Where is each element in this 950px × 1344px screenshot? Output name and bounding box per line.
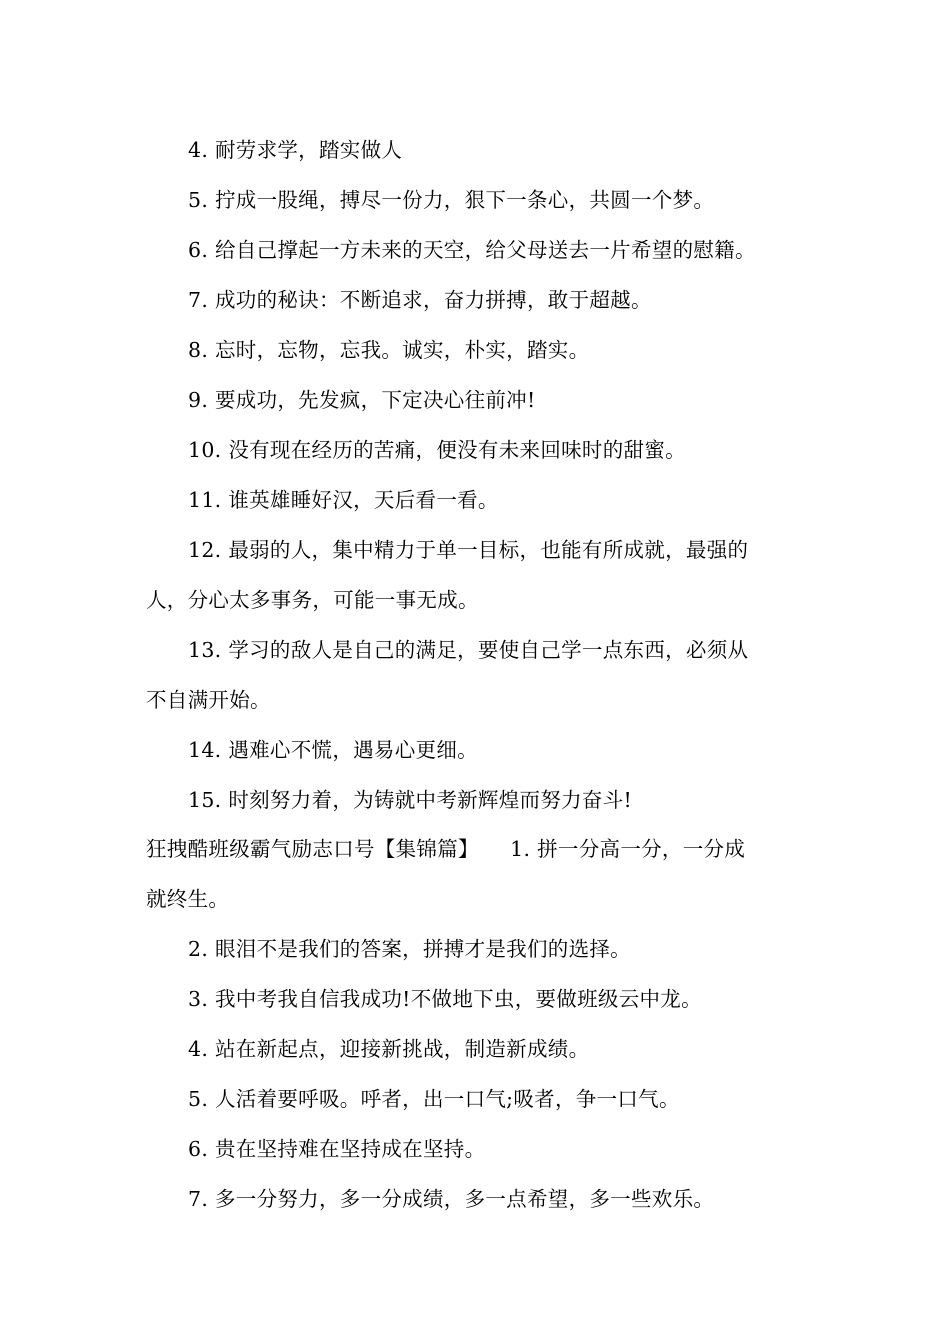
slogan-line-15: 15. 时刻努力着，为铸就中考新辉煌而努力奋斗!	[188, 788, 633, 812]
collection-line-4: 4. 站在新起点，迎接新挑战，制造新成绩。	[188, 1037, 590, 1061]
slogan-line-6: 6. 给自己撑起一方未来的天空，给父母送去一片希望的慰籍。	[188, 238, 756, 262]
slogan-line-13: 13. 学习的敌人是自己的满足，要使自己学一点东西，必须从	[188, 638, 749, 662]
collection-line-2: 2. 眼泪不是我们的答案，拼搏才是我们的选择。	[188, 937, 631, 961]
slogan-line-5: 5. 拧成一股绳，搏尽一份力，狠下一条心，共圆一个梦。	[188, 188, 715, 212]
slogan-line-12-cont: 人，分心太多事务，可能一事无成。	[146, 588, 479, 612]
collection-line-5: 5. 人活着要呼吸。呼者，出一口气;吸者，争一口气。	[188, 1087, 680, 1111]
slogan-line-9: 9. 要成功，先发疯，下定决心往前冲!	[188, 388, 536, 412]
slogan-line-13-cont: 不自满开始。	[146, 688, 271, 712]
collection-line-3: 3. 我中考我自信我成功!不做地下虫，要做班级云中龙。	[188, 987, 702, 1011]
section-heading-line: 狂拽酷班级霸气励志口号【集锦篇】 1. 拼一分高一分，一分成	[146, 837, 746, 861]
collection-line-7: 7. 多一分努力，多一分成绩，多一点希望，多一些欢乐。	[188, 1187, 715, 1211]
slogan-line-11: 11. 谁英雄睡好汉，天后看一看。	[188, 488, 499, 512]
collection-line-6: 6. 贵在坚持难在坚持成在坚持。	[188, 1137, 486, 1161]
slogan-line-8: 8. 忘时，忘物，忘我。诚实，朴实，踏实。	[188, 338, 590, 362]
slogan-line-4: 4. 耐劳求学，踏实做人	[188, 138, 403, 162]
slogan-line-7: 7. 成功的秘诀：不断追求，奋力拼搏，敢于超越。	[188, 288, 652, 312]
section-heading-cont: 就终生。	[146, 887, 230, 911]
slogan-line-14: 14. 遇难心不慌，遇易心更细。	[188, 738, 478, 762]
slogan-line-10: 10. 没有现在经历的苦痛，便没有未来回味时的甜蜜。	[188, 438, 686, 462]
slogan-line-12: 12. 最弱的人，集中精力于单一目标，也能有所成就，最强的	[188, 538, 749, 562]
